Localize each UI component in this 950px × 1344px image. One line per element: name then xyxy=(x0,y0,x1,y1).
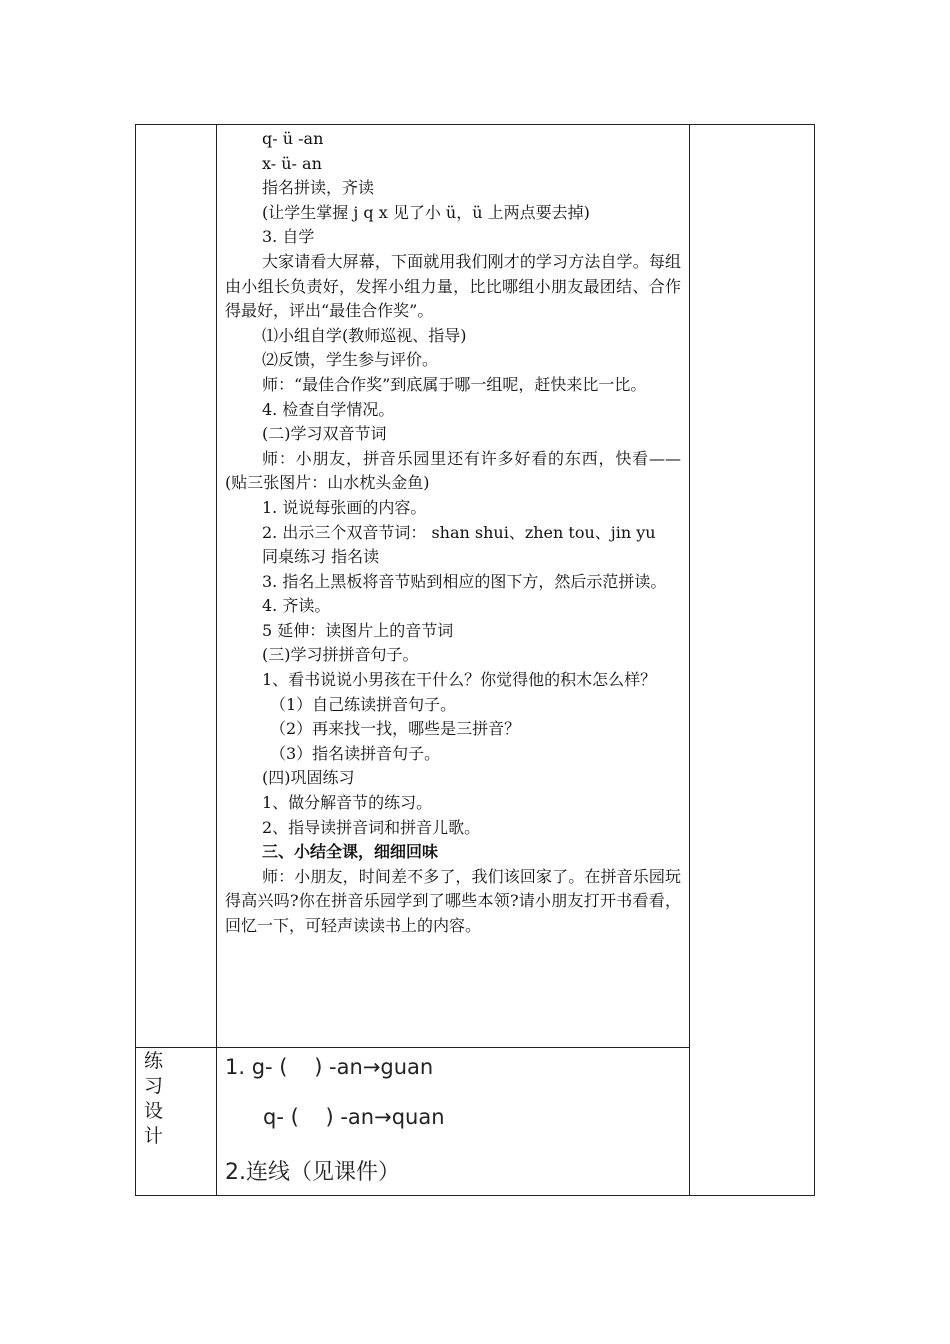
exercise-line-1: 1. g- ( ) -an→guan xyxy=(225,1055,434,1079)
text-line: 1、做分解音节的练习。 xyxy=(262,793,433,813)
column-divider-right xyxy=(689,125,690,1195)
step-heading: 4. 检查自学情况。 xyxy=(262,399,395,419)
paragraph: 师：小朋友，拼音乐园里还有许多好看的东西，快看——(贴三张图片：山水枕头金鱼) xyxy=(225,448,681,493)
section-heading: (二)学习双音节词 xyxy=(262,424,387,444)
text-line: 4. 齐读。 xyxy=(262,596,331,616)
text-line: 5 延伸：读图片上的音节词 xyxy=(262,620,454,640)
section-heading-bold: 三、小结全课，细细回味 xyxy=(262,842,439,862)
text-line: 同桌练习 指名读 xyxy=(262,547,380,567)
paragraph: 大家请看大屏幕，下面就用我们刚才的学习方法自学。每组由小组长负责好，发挥小组力量，比比哪组小朋友最团结、合作得最好，评出“最佳合作奖”。 xyxy=(225,251,681,321)
step-heading: 3. 自学 xyxy=(262,227,315,247)
text-line: 1. 说说每张画的内容。 xyxy=(262,497,427,517)
text-line: （3）指名读拼音句子。 xyxy=(270,743,441,763)
pinyin-line: x- ü- an xyxy=(262,153,322,173)
practice-label-line-2: 设 计 xyxy=(144,1100,188,1147)
paragraph: 2. 出示三个双音节词： shan shui、zhen tou、jin yu xyxy=(262,522,656,542)
paragraph: 3. 指名上黑板将音节贴到相应的图下方，然后示范拼读。 xyxy=(262,571,667,591)
exercise-line-2: q- ( ) -an→quan xyxy=(263,1105,445,1129)
paragraph: 师：小朋友，时间差不多了，我们该回家了。在拼音乐园玩得高兴吗?你在拼音乐园学到了哪些本领?请小朋友打开书看看，回忆一下，可轻声读读书上的内容。 xyxy=(225,866,681,935)
section-heading: (四)巩固练习 xyxy=(262,768,355,788)
exercise-line-3: 2.连线（见课件） xyxy=(225,1160,400,1185)
text-line: （1）自己练读拼音句子。 xyxy=(270,694,457,714)
practice-label xyxy=(144,1049,208,1149)
text-line: ⑴小组自学(教师巡视、指导) xyxy=(262,325,467,345)
lesson-content xyxy=(225,127,681,939)
row-divider-middle xyxy=(216,1047,689,1048)
paragraph: 师：“最佳合作奖”到底属于哪一组呢，赶快来比一比。 xyxy=(262,374,647,394)
text-line: ⑵反馈，学生参与评价。 xyxy=(262,350,439,370)
paragraph: 1、看书说说小男孩在干什么？你觉得他的积木怎么样？ xyxy=(262,670,657,690)
text-line: （2）再来找一找，哪些是三拼音？ xyxy=(270,719,521,739)
row-divider-left xyxy=(136,1047,216,1048)
text-line: 指名拼读，齐读 xyxy=(262,178,375,198)
text-line: 2、指导读拼音词和拼音儿歌。 xyxy=(262,817,481,837)
section-heading: (三)学习拼拼音句子。 xyxy=(262,645,419,665)
text-line: (让学生掌握 j q x 见了小 ü，ü 上两点要去掉) xyxy=(262,202,590,222)
lesson-table xyxy=(135,124,815,1196)
column-divider-left xyxy=(216,125,217,1195)
practice-label-line-1: 练 习 xyxy=(144,1050,188,1097)
pinyin-line: q- ü -an xyxy=(262,129,324,148)
